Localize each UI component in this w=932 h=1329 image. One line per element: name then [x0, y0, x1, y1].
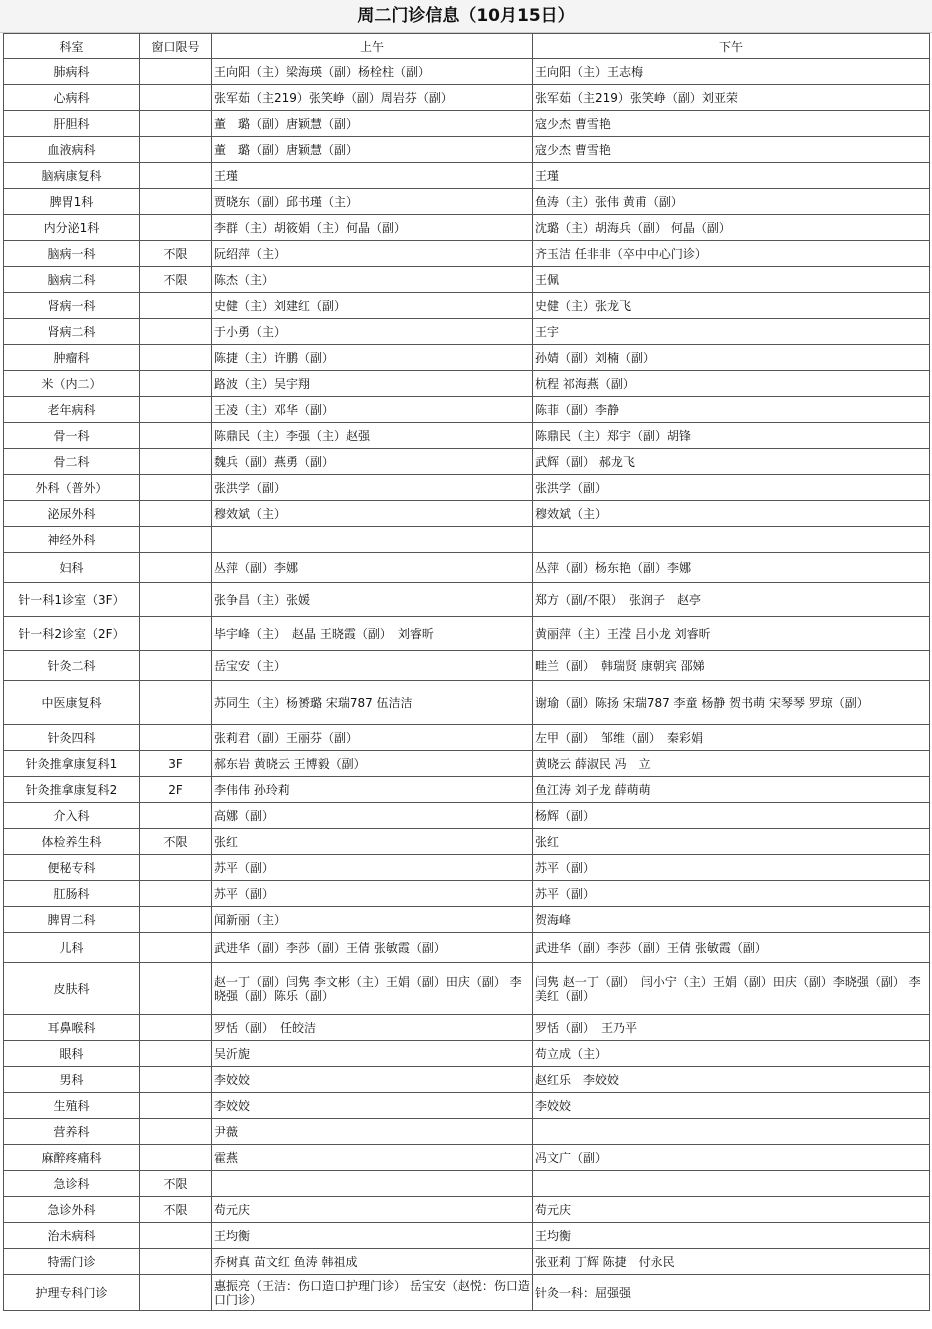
- pm-cell: 冯文广（副）: [533, 1145, 930, 1171]
- table-row: [4, 651, 930, 681]
- dept-cell: 脑病二科: [4, 267, 140, 293]
- dept-cell: 针灸二科: [4, 651, 140, 681]
- pm-cell: 沈璐（主）胡海兵（副） 何晶（副）: [533, 215, 930, 241]
- am-cell: 罗恬（副） 任皎洁: [212, 1015, 533, 1041]
- dept-cell: 妇科: [4, 553, 140, 583]
- limit-cell: [140, 85, 212, 111]
- dept-cell: 心病科: [4, 85, 140, 111]
- dept-cell: 治未病科: [4, 1223, 140, 1249]
- am-cell: 岳宝安（主）: [212, 651, 533, 681]
- pm-cell: 张红: [533, 829, 930, 855]
- am-cell: 王瑾: [212, 163, 533, 189]
- am-cell: 赵一丁（副）闫隽 李文彬（主）王娟（副）田庆（副） 李晓强（副）陈乐（副）: [212, 963, 533, 1015]
- am-cell: 路波（主）吴宇翔: [212, 371, 533, 397]
- dept-cell: 急诊科: [4, 1171, 140, 1197]
- limit-cell: [140, 553, 212, 583]
- header-row: [4, 34, 930, 59]
- pm-cell: 畦兰（副） 韩瑞贤 康朝宾 邵娣: [533, 651, 930, 681]
- am-cell: 郝东岩 黄晓云 王博毅（副）: [212, 751, 533, 777]
- pm-cell: 陈鼎民（主）郑宇（副）胡锋: [533, 423, 930, 449]
- am-cell: 尹薇: [212, 1119, 533, 1145]
- dept-cell: 脑病一科: [4, 241, 140, 267]
- dept-cell: 中医康复科: [4, 681, 140, 725]
- dept-cell: 便秘专科: [4, 855, 140, 881]
- table-row: [4, 1145, 930, 1171]
- pm-cell: 王佩: [533, 267, 930, 293]
- limit-cell: [140, 137, 212, 163]
- limit-cell: [140, 1041, 212, 1067]
- schedule-table: [3, 33, 930, 1311]
- dept-cell: 肛肠科: [4, 881, 140, 907]
- dept-cell: 特需门诊: [4, 1249, 140, 1275]
- limit-cell: [140, 293, 212, 319]
- limit-cell: [140, 907, 212, 933]
- pm-cell: 王宇: [533, 319, 930, 345]
- limit-cell: [140, 725, 212, 751]
- dept-cell: 针灸推拿康复科1: [4, 751, 140, 777]
- pm-cell: 黄晓云 薛淑民 冯 立: [533, 751, 930, 777]
- pm-cell: 王向阳（主）王志梅: [533, 59, 930, 85]
- pm-cell: 苟元庆: [533, 1197, 930, 1223]
- pm-cell: 苏平（副）: [533, 855, 930, 881]
- dept-cell: 米（内二）: [4, 371, 140, 397]
- am-cell: 陈鼎民（主）李强（主）赵强: [212, 423, 533, 449]
- pm-cell: 丛萍（副）杨东艳（副）李娜: [533, 553, 930, 583]
- am-cell: 霍燕: [212, 1145, 533, 1171]
- table-row: [4, 241, 930, 267]
- table-row: [4, 59, 930, 85]
- am-cell: 李群（主）胡筱娟（主）何晶（副）: [212, 215, 533, 241]
- page-title: 周二门诊信息（10月15日）: [0, 0, 932, 33]
- limit-cell: [140, 397, 212, 423]
- pm-cell: 齐玉洁 任非非（卒中中心门诊）: [533, 241, 930, 267]
- am-cell: 李姣姣: [212, 1067, 533, 1093]
- limit-cell: [140, 1015, 212, 1041]
- pm-cell: 郑方（副/不限） 张润子 赵亭: [533, 583, 930, 617]
- pm-cell: 武辉（副） 郝龙飞: [533, 449, 930, 475]
- pm-cell: 闫隽 赵一丁（副） 闫小宁（主）王娟（副）田庆（副）李晓强（副） 李美红（副）: [533, 963, 930, 1015]
- table-row: [4, 1015, 930, 1041]
- am-cell: 陈杰（主）: [212, 267, 533, 293]
- pm-cell: [533, 1119, 930, 1145]
- table-row: [4, 215, 930, 241]
- am-cell: 于小勇（主）: [212, 319, 533, 345]
- am-cell: 惠振亮（王洁：伤口造口护理门诊） 岳宝安（赵悦：伤口造口门诊）: [212, 1275, 533, 1311]
- header-dept: 科室: [4, 34, 140, 59]
- am-cell: 苏同生（主）杨赟璐 宋瑞787 伍洁洁: [212, 681, 533, 725]
- am-cell: 张争昌（主）张媛: [212, 583, 533, 617]
- header-limit: 窗口限号: [140, 34, 212, 59]
- table-row: [4, 933, 930, 963]
- limit-cell: [140, 319, 212, 345]
- pm-cell: 谢瑜（副）陈扬 宋瑞787 李童 杨静 贺书萌 宋琴琴 罗琼（副）: [533, 681, 930, 725]
- dept-cell: 肺病科: [4, 59, 140, 85]
- am-cell: 李伟伟 孙玲莉: [212, 777, 533, 803]
- dept-cell: 皮肤科: [4, 963, 140, 1015]
- am-cell: 闻新丽（主）: [212, 907, 533, 933]
- table-row: [4, 1249, 930, 1275]
- pm-cell: 史健（主）张龙飞: [533, 293, 930, 319]
- table-row: [4, 189, 930, 215]
- table-row: [4, 1223, 930, 1249]
- limit-cell: [140, 1067, 212, 1093]
- dept-cell: 肝胆科: [4, 111, 140, 137]
- table-row: [4, 163, 930, 189]
- table-row: [4, 1041, 930, 1067]
- am-cell: 张红: [212, 829, 533, 855]
- dept-cell: 儿科: [4, 933, 140, 963]
- pm-cell: 寇少杰 曹雪艳: [533, 137, 930, 163]
- table-row: [4, 681, 930, 725]
- am-cell: 吴沂旎: [212, 1041, 533, 1067]
- table-row: [4, 449, 930, 475]
- dept-cell: 骨一科: [4, 423, 140, 449]
- dept-cell: 肿瘤科: [4, 345, 140, 371]
- am-cell: 史健（主）刘建红（副）: [212, 293, 533, 319]
- am-cell: 苟元庆: [212, 1197, 533, 1223]
- pm-cell: 鱼江涛 刘子龙 薛萌萌: [533, 777, 930, 803]
- am-cell: 魏兵（副）燕勇（副）: [212, 449, 533, 475]
- table-row: [4, 881, 930, 907]
- limit-cell: [140, 345, 212, 371]
- table-row: [4, 617, 930, 651]
- dept-cell: 针一科2诊室（2F）: [4, 617, 140, 651]
- am-cell: 张洪学（副）: [212, 475, 533, 501]
- dept-cell: 耳鼻喉科: [4, 1015, 140, 1041]
- am-cell: [212, 1171, 533, 1197]
- pm-cell: 张军茹（主219）张笑峥（副）刘亚荣: [533, 85, 930, 111]
- dept-cell: 脾胃二科: [4, 907, 140, 933]
- pm-cell: 针灸一科：屈强强: [533, 1275, 930, 1311]
- table-row: [4, 423, 930, 449]
- limit-cell: [140, 881, 212, 907]
- limit-cell: [140, 215, 212, 241]
- table-row: [4, 1067, 930, 1093]
- table-row: [4, 137, 930, 163]
- table-row: [4, 267, 930, 293]
- am-cell: 穆效斌（主）: [212, 501, 533, 527]
- pm-cell: 王均衡: [533, 1223, 930, 1249]
- pm-cell: 寇少杰 曹雪艳: [533, 111, 930, 137]
- limit-cell: [140, 423, 212, 449]
- pm-cell: 左甲（副） 邹维（副） 秦彩娟: [533, 725, 930, 751]
- pm-cell: 杭程 祁海燕（副）: [533, 371, 930, 397]
- table-row: [4, 475, 930, 501]
- limit-cell: 不限: [140, 829, 212, 855]
- pm-cell: 鱼涛（主）张伟 黄甫（副）: [533, 189, 930, 215]
- dept-cell: 体检养生科: [4, 829, 140, 855]
- table-row: [4, 1197, 930, 1223]
- limit-cell: [140, 651, 212, 681]
- am-cell: 苏平（副）: [212, 855, 533, 881]
- limit-cell: [140, 583, 212, 617]
- limit-cell: [140, 163, 212, 189]
- dept-cell: 肾病一科: [4, 293, 140, 319]
- limit-cell: [140, 617, 212, 651]
- table-row: [4, 1171, 930, 1197]
- limit-cell: [140, 681, 212, 725]
- am-cell: 李姣姣: [212, 1093, 533, 1119]
- dept-cell: 神经外科: [4, 527, 140, 553]
- table-row: [4, 111, 930, 137]
- limit-cell: 不限: [140, 267, 212, 293]
- table-row: [4, 371, 930, 397]
- am-cell: 董 璐（副）唐颖慧（副）: [212, 137, 533, 163]
- table-row: [4, 1119, 930, 1145]
- am-cell: 贾晓东（副）邱书瑾（主）: [212, 189, 533, 215]
- am-cell: 高娜（副）: [212, 803, 533, 829]
- limit-cell: [140, 527, 212, 553]
- limit-cell: [140, 111, 212, 137]
- dept-cell: 泌尿外科: [4, 501, 140, 527]
- table-row: [4, 397, 930, 423]
- pm-cell: 张洪学（副）: [533, 475, 930, 501]
- limit-cell: [140, 1249, 212, 1275]
- pm-cell: 黄丽萍（主）王滢 吕小龙 刘睿昕: [533, 617, 930, 651]
- am-cell: 苏平（副）: [212, 881, 533, 907]
- limit-cell: [140, 933, 212, 963]
- table-row: [4, 855, 930, 881]
- table-row: [4, 319, 930, 345]
- am-cell: 武进华（副）李莎（副）王倩 张敏霞（副）: [212, 933, 533, 963]
- limit-cell: 不限: [140, 1197, 212, 1223]
- pm-cell: 苟立成（主）: [533, 1041, 930, 1067]
- am-cell: 陈捷（主）许鹏（副）: [212, 345, 533, 371]
- limit-cell: [140, 371, 212, 397]
- pm-cell: 张亚莉 丁辉 陈捷 付永民: [533, 1249, 930, 1275]
- table-row: [4, 501, 930, 527]
- limit-cell: [140, 855, 212, 881]
- table-row: [4, 725, 930, 751]
- table-row: [4, 777, 930, 803]
- pm-cell: [533, 1171, 930, 1197]
- table-row: [4, 583, 930, 617]
- am-cell: 王凌（主）邓华（副）: [212, 397, 533, 423]
- dept-cell: 骨二科: [4, 449, 140, 475]
- pm-cell: [533, 527, 930, 553]
- pm-cell: 王瑾: [533, 163, 930, 189]
- table-row: [4, 1275, 930, 1311]
- dept-cell: 护理专科门诊: [4, 1275, 140, 1311]
- pm-cell: 罗恬（副） 王乃平: [533, 1015, 930, 1041]
- table-row: [4, 85, 930, 111]
- dept-cell: 脑病康复科: [4, 163, 140, 189]
- limit-cell: [140, 1119, 212, 1145]
- pm-cell: 杨辉（副）: [533, 803, 930, 829]
- dept-cell: 针一科1诊室（3F）: [4, 583, 140, 617]
- am-cell: 毕宇峰（主） 赵晶 王晓霞（副） 刘睿昕: [212, 617, 533, 651]
- limit-cell: [140, 1145, 212, 1171]
- limit-cell: 不限: [140, 241, 212, 267]
- dept-cell: 急诊外科: [4, 1197, 140, 1223]
- dept-cell: 针灸推拿康复科2: [4, 777, 140, 803]
- am-cell: 张军茹（主219）张笑峥（副）周岩芬（副）: [212, 85, 533, 111]
- am-cell: [212, 527, 533, 553]
- limit-cell: [140, 1275, 212, 1311]
- header-am: 上午: [212, 34, 533, 59]
- table-row: [4, 345, 930, 371]
- pm-cell: 孙婧（副）刘楠（副）: [533, 345, 930, 371]
- am-cell: 张莉君（副）王丽芬（副）: [212, 725, 533, 751]
- pm-cell: 穆效斌（主）: [533, 501, 930, 527]
- dept-cell: 男科: [4, 1067, 140, 1093]
- table-row: [4, 751, 930, 777]
- limit-cell: 2F: [140, 777, 212, 803]
- dept-cell: 老年病科: [4, 397, 140, 423]
- header-pm: 下午: [533, 34, 930, 59]
- dept-cell: 脾胃1科: [4, 189, 140, 215]
- dept-cell: 生殖科: [4, 1093, 140, 1119]
- dept-cell: 肾病二科: [4, 319, 140, 345]
- limit-cell: [140, 501, 212, 527]
- am-cell: 丛萍（副）李娜: [212, 553, 533, 583]
- limit-cell: 3F: [140, 751, 212, 777]
- pm-cell: 李姣姣: [533, 1093, 930, 1119]
- pm-cell: 陈菲（副）李静: [533, 397, 930, 423]
- schedule-body: [4, 59, 930, 1311]
- dept-cell: 介入科: [4, 803, 140, 829]
- table-row: [4, 1093, 930, 1119]
- table-row: [4, 553, 930, 583]
- limit-cell: [140, 963, 212, 1015]
- table-row: [4, 963, 930, 1015]
- am-cell: 王均衡: [212, 1223, 533, 1249]
- pm-cell: 苏平（副）: [533, 881, 930, 907]
- dept-cell: 麻醉疼痛科: [4, 1145, 140, 1171]
- dept-cell: 营养科: [4, 1119, 140, 1145]
- am-cell: 王向阳（主）梁海瑛（副）杨栓柱（副）: [212, 59, 533, 85]
- pm-cell: 贺海峰: [533, 907, 930, 933]
- table-row: [4, 293, 930, 319]
- table-row: [4, 803, 930, 829]
- dept-cell: 血液病科: [4, 137, 140, 163]
- table-row: [4, 527, 930, 553]
- am-cell: 乔树真 苗文红 鱼涛 韩祖成: [212, 1249, 533, 1275]
- table-row: [4, 829, 930, 855]
- am-cell: 阮绍萍（主）: [212, 241, 533, 267]
- table-row: [4, 907, 930, 933]
- pm-cell: 赵红乐 李姣姣: [533, 1067, 930, 1093]
- limit-cell: [140, 803, 212, 829]
- dept-cell: 眼科: [4, 1041, 140, 1067]
- limit-cell: [140, 449, 212, 475]
- limit-cell: 不限: [140, 1171, 212, 1197]
- limit-cell: [140, 189, 212, 215]
- limit-cell: [140, 475, 212, 501]
- limit-cell: [140, 1093, 212, 1119]
- limit-cell: [140, 1223, 212, 1249]
- dept-cell: 针灸四科: [4, 725, 140, 751]
- am-cell: 董 璐（副）唐颖慧（副）: [212, 111, 533, 137]
- limit-cell: [140, 59, 212, 85]
- dept-cell: 内分泌1科: [4, 215, 140, 241]
- dept-cell: 外科（普外）: [4, 475, 140, 501]
- pm-cell: 武进华（副）李莎（副）王倩 张敏霞（副）: [533, 933, 930, 963]
